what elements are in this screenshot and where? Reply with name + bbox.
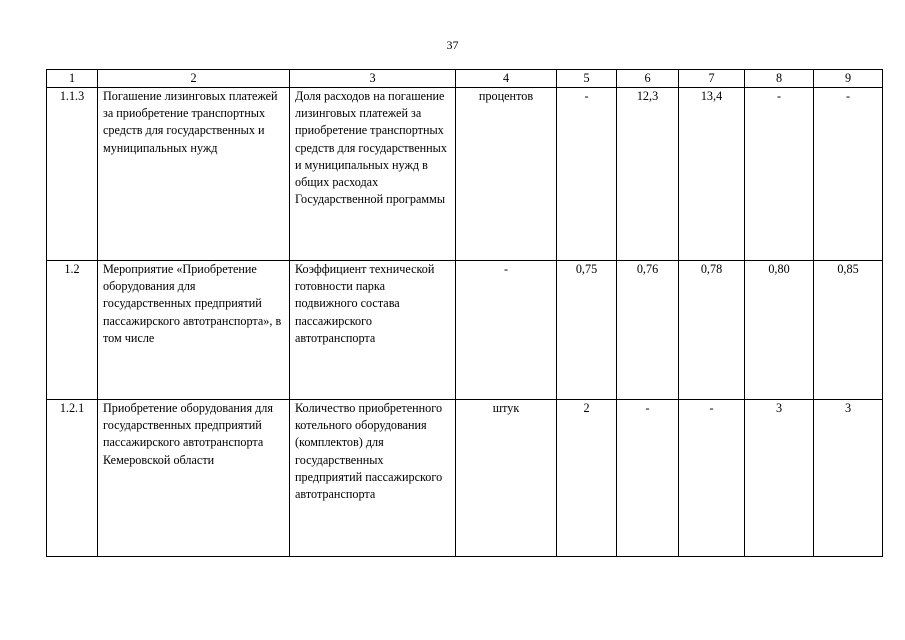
header-cell: 1 — [47, 70, 98, 88]
row-indicator: Коэффициент технической готовности парка подвижного состава пассажирского автотранспорта — [290, 261, 456, 400]
row-indicator: Доля расходов на погашение лизинговых платежей за приобретение транспортных средств для государственных и муниципальных нужд в общих расходах Государственной программы — [290, 88, 456, 261]
indicators-table — [46, 69, 883, 557]
table-header-row — [47, 70, 883, 88]
header-cell: 9 — [814, 70, 883, 88]
row-value-9: - — [814, 88, 883, 261]
header-cell: 6 — [617, 70, 679, 88]
row-activity: Мероприятие «Приобретение оборудования для государственных предприятий пассажирского автотранспорта», в том числе — [98, 261, 290, 400]
row-value-9: 0,85 — [814, 261, 883, 400]
header-cell: 7 — [679, 70, 745, 88]
row-indicator: Количество приобретенного котельного оборудования (комплектов) для государственных предприятий пассажирского автотранспорта — [290, 400, 456, 557]
row-value-7: - — [679, 400, 745, 557]
row-value-8: 0,80 — [745, 261, 814, 400]
row-value-5: 0,75 — [557, 261, 617, 400]
row-code: 1.1.3 — [47, 88, 98, 261]
row-value-9: 3 — [814, 400, 883, 557]
row-value-6: 0,76 — [617, 261, 679, 400]
row-value-6: 12,3 — [617, 88, 679, 261]
row-activity: Погашение лизинговых платежей за приобретение транспортных средств для государственных и муниципальных нужд — [98, 88, 290, 261]
header-cell: 4 — [456, 70, 557, 88]
row-unit: процентов — [456, 88, 557, 261]
table-row — [47, 261, 883, 400]
row-activity: Приобретение оборудования для государственных предприятий пассажирского автотранспорта Кемеровской области — [98, 400, 290, 557]
row-value-5: - — [557, 88, 617, 261]
header-cell: 5 — [557, 70, 617, 88]
row-value-7: 0,78 — [679, 261, 745, 400]
header-cell: 2 — [98, 70, 290, 88]
header-cell: 8 — [745, 70, 814, 88]
row-value-8: - — [745, 88, 814, 261]
header-cell: 3 — [290, 70, 456, 88]
row-value-8: 3 — [745, 400, 814, 557]
row-value-6: - — [617, 400, 679, 557]
table-row — [47, 88, 883, 261]
row-unit: - — [456, 261, 557, 400]
row-value-7: 13,4 — [679, 88, 745, 261]
page-number: 37 — [446, 38, 459, 52]
table-row — [47, 400, 883, 557]
row-value-5: 2 — [557, 400, 617, 557]
row-code: 1.2 — [47, 261, 98, 400]
row-code: 1.2.1 — [47, 400, 98, 557]
row-unit: штук — [456, 400, 557, 557]
